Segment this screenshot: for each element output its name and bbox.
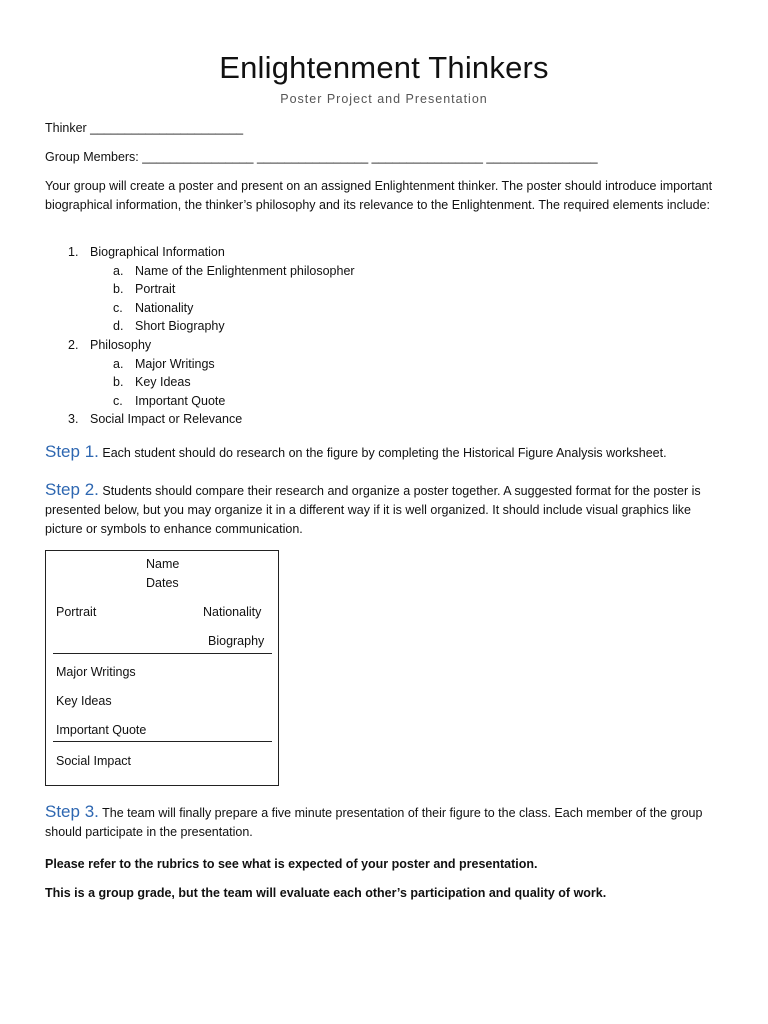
list-subitem: c. Important Quote xyxy=(113,393,226,408)
list-subitem: a. Major Writings xyxy=(113,356,215,371)
poster-social-impact: Social Impact xyxy=(56,754,132,768)
poster-name: Name xyxy=(146,557,180,571)
rubric-note: Please refer to the rubrics to see what is expected of your poster and presentation. xyxy=(45,857,538,871)
step-3 xyxy=(45,802,725,842)
step-1 xyxy=(45,442,725,463)
list-item: 3. Social Impact or Relevance xyxy=(68,412,243,427)
poster-biography: Biography xyxy=(208,634,265,648)
step-2-text: Students should compare their research and organize a poster together. A suggested format for the poster is presented below, but you may organize it in a different way if it is well organized. It should include visual graphics like picture or symbols to enhance communication. xyxy=(45,484,701,536)
step-2 xyxy=(45,480,725,539)
step-1-label: Step 1. xyxy=(45,442,99,461)
step-2-label: Step 2. xyxy=(45,480,99,499)
list-subitem: a. Name of the Enlightenment philosopher xyxy=(113,263,355,278)
poster-divider xyxy=(53,653,272,654)
poster-nationality: Nationality xyxy=(203,605,262,619)
poster-important-quote: Important Quote xyxy=(56,723,147,737)
list-subitem: b. Portrait xyxy=(113,282,176,297)
group-members-line: Group Members: ________________ ________________ ________________ ________________ xyxy=(45,150,598,164)
list-subitem: d. Short Biography xyxy=(113,319,225,334)
thinker-line: Thinker ______________________ xyxy=(45,121,244,135)
page-subtitle: Poster Project and Presentation xyxy=(280,92,488,106)
list-subitem: b. Key Ideas xyxy=(113,375,191,390)
list-item: 2. Philosophy xyxy=(68,337,152,352)
poster-major-writings: Major Writings xyxy=(56,665,136,679)
poster-divider xyxy=(53,741,272,742)
page-title: Enlightenment Thinkers xyxy=(219,50,549,85)
poster-dates: Dates xyxy=(146,576,179,590)
step-1-text: Each student should do research on the figure by completing the Historical Figure Analysis worksheet. xyxy=(102,446,667,460)
step-3-text: The team will finally prepare a five minute presentation of their figure to the class. Each member of the group should participate in the presentation. xyxy=(45,806,703,839)
list-item: 1. Biographical Information xyxy=(68,245,225,259)
required-elements-list xyxy=(68,243,355,429)
step-3-label: Step 3. xyxy=(45,802,99,821)
intro-paragraph: Your group will create a poster and present on an assigned Enlightenment thinker. The poster should introduce important biographical information, the thinker’s philosophy and its relevance to the Enlightenment. The required elements include: xyxy=(45,179,713,212)
group-grade-note: This is a group grade, but the team will evaluate each other’s participation and quality of work. xyxy=(45,886,607,900)
list-subitem: c. Nationality xyxy=(113,300,194,315)
poster-portrait: Portrait xyxy=(56,605,97,619)
poster-key-ideas: Key Ideas xyxy=(56,694,112,708)
